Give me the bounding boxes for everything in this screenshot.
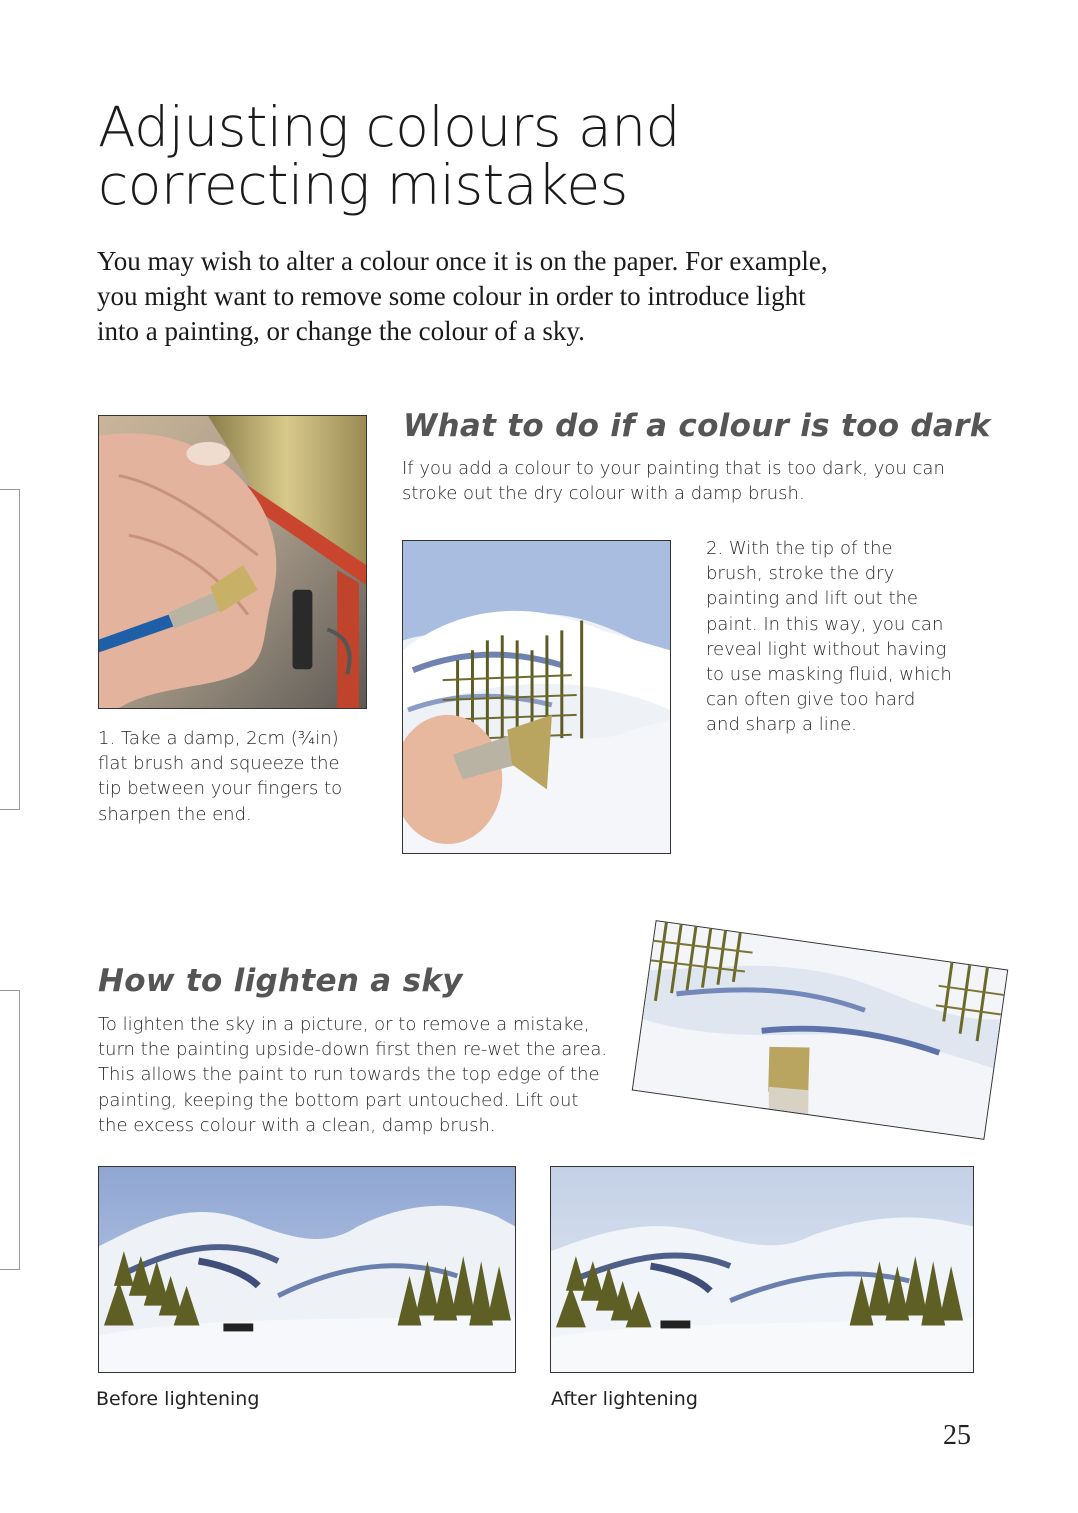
step-2-caption: [706, 536, 952, 738]
step-1-line: tip between your fingers to: [98, 778, 343, 800]
section-2-text-line: turn the painting upside-down first then re-wet the area.: [98, 1039, 608, 1061]
section-1-text-line: If you add a colour to your painting that is too dark, you can: [402, 458, 945, 479]
section-2-text-line: To lighten the sky in a picture, or to remove a mistake,: [98, 1014, 590, 1035]
intro-line-1: You may wish to alter a colour once it is on the paper. For example,: [97, 246, 828, 276]
section-heading-too-dark: What to do if a colour is too dark: [403, 408, 991, 444]
section-1-text-line: stroke out the dry colour with a damp brush.: [402, 483, 805, 505]
page-title-line-1: Adjusting colours and: [98, 95, 680, 159]
step-2-line: and sharp a line.: [706, 714, 857, 736]
caption-after-lightening: After lightening: [551, 1388, 698, 1410]
step-2-line: painting and lift out the: [706, 588, 918, 610]
section-2-text-line: This allows the paint to run towards the top edge of the: [98, 1064, 600, 1086]
photo-after-lightening: [550, 1166, 974, 1373]
step-2-line: paint. In this way, you can: [706, 613, 944, 635]
step-1-line: 1. Take a damp, 2cm (¾in): [98, 728, 339, 749]
photo-lifting-paint: [402, 540, 671, 854]
step-2-line: to use masking fluid, which: [706, 664, 952, 686]
section-1-text: [402, 456, 945, 506]
intro-paragraph: [97, 244, 897, 349]
step-2-line: 2. With the tip of the: [706, 538, 893, 559]
step-2-line: can often give too hard: [706, 689, 916, 711]
section-2-text-line: the excess colour with a clean, damp brush.: [98, 1114, 496, 1136]
section-2-text-line: painting, keeping the bottom part untouched. Lift out: [98, 1089, 579, 1111]
photo-upside-down-painting: [632, 920, 1008, 1140]
photo-hand-squeezing-brush: [98, 415, 367, 709]
section-heading-lighten-sky: How to lighten a sky: [98, 963, 463, 999]
page-number: 25: [943, 1420, 971, 1451]
step-1-caption: [98, 726, 342, 827]
step-1-line: flat brush and squeeze the: [98, 753, 340, 775]
step-2-line: reveal light without having: [706, 638, 947, 660]
page-tab-mark-upper: [0, 489, 20, 810]
section-2-text: [98, 1012, 607, 1138]
page-tab-mark-lower: [0, 990, 20, 1270]
intro-line-2: you might want to remove some colour in order to introduce light: [97, 281, 806, 311]
step-2-line: brush, stroke the dry: [706, 563, 895, 585]
caption-before-lightening: Before lightening: [96, 1388, 260, 1410]
page-title: [98, 95, 798, 217]
photo-before-lightening: [98, 1166, 516, 1373]
intro-line-3: into a painting, or change the colour of a sky.: [97, 316, 585, 346]
page-title-line-2: correcting mistakes: [98, 153, 628, 217]
step-1-line: sharpen the end.: [98, 803, 252, 825]
